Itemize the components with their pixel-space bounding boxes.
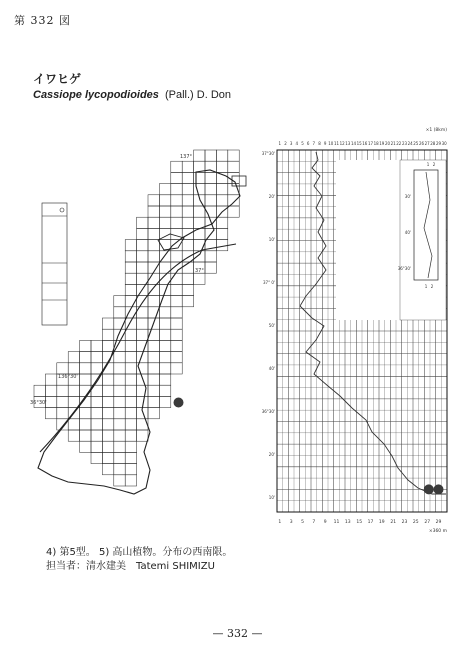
species-japanese-name: イワヒゲ [33, 72, 82, 86]
grid-top-number: 28 [430, 141, 436, 146]
grid-top-number: 7 [312, 141, 316, 146]
grid-top-number: 24 [407, 141, 413, 146]
grid-top-number: 9 [323, 141, 327, 146]
grid-bottom-number: 29 [435, 520, 442, 525]
grid-bottom-number: 21 [390, 520, 397, 525]
inset-label: 40' [404, 230, 411, 235]
inset-bottom-number: 1 [424, 284, 428, 289]
occurrence-dot [174, 398, 184, 408]
grid-bottom-number: 3 [289, 520, 293, 525]
grid-bottom-number: 13 [344, 520, 351, 525]
inset-bottom-number: 2 [430, 284, 434, 289]
grid-left-label: 40' [268, 366, 275, 371]
inset-map-left [42, 203, 67, 325]
grid-top-number: 8 [318, 141, 321, 146]
grid-left-label: 10' [268, 237, 275, 242]
grid-top-number: 16 [362, 141, 368, 146]
grid-top-number: 14 [350, 141, 357, 146]
scientific-binomial: Cassiope lycopodioides [33, 89, 159, 101]
figure-notes [46, 546, 232, 574]
grid-top-number: 26 [418, 141, 425, 146]
mesh-grid-map [262, 127, 448, 534]
grid-bottom-number: 5 [301, 520, 304, 525]
grid-top-number: 25 [413, 141, 419, 146]
grid-left-label: 37°30' [261, 151, 275, 156]
grid-left-label: 10' [268, 495, 275, 500]
grid-bottom-number: 7 [312, 520, 316, 525]
inset-map-right [414, 170, 438, 280]
grid-top-number: 22 [396, 141, 402, 146]
grid-top-number: 19 [379, 141, 385, 146]
grid-bottom-number: 15 [356, 520, 363, 525]
lat-36-30-label: 36°30' [30, 400, 47, 406]
lon-136-30-label: 136°30' [58, 374, 78, 380]
grid-top-number: 13 [345, 141, 351, 146]
grid-top-number: 3 [289, 141, 293, 146]
boundary-line [40, 244, 236, 452]
coastline [38, 170, 240, 494]
grid-bottom-number: 1 [278, 520, 282, 525]
grid-top-number: 4 [295, 141, 299, 146]
grid-top-number: 1 [278, 141, 282, 146]
notes-line-2: 担当者：清水建美 Tatemi SHIMIZU [46, 561, 215, 572]
grid-left-label: 50' [268, 323, 275, 328]
grid-top-number: 18 [373, 141, 379, 146]
grid-top-number: 11 [333, 141, 340, 146]
grid-top-number: 27 [424, 141, 430, 146]
lon-137-label: 137° [180, 154, 193, 160]
grid-top-number: 2 [284, 141, 287, 146]
grid-top-number: 17 [367, 141, 374, 146]
grid-top-number: 12 [339, 141, 345, 146]
figure-number: 第 332 図 [14, 14, 71, 27]
grid-top-number: 29 [435, 141, 442, 146]
grid-top-number: 10 [328, 141, 334, 146]
grid-left-label: 36°30' [261, 409, 275, 414]
occurrence-dot [424, 484, 434, 494]
inset-top-number: 1 [426, 162, 430, 167]
prefecture-outline-map [34, 150, 246, 494]
grid-top-number: 23 [401, 141, 408, 146]
grid-top-number: 21 [390, 141, 396, 146]
grid-top-number: 20 [384, 141, 391, 146]
grid-left-label: 37° 0' [262, 280, 275, 285]
grid-left-label: 20' [268, 452, 275, 457]
grid-bottom-scale: ×360 m [428, 529, 447, 534]
grid-bottom-number: 9 [323, 520, 327, 525]
grid-bottom-number: 27 [424, 520, 431, 525]
scientific-authority: (Pall.) D. Don [164, 89, 232, 101]
inset-label: 30' [404, 194, 411, 199]
grid-bottom-number: 11 [333, 520, 340, 525]
grid-top-number: 30 [441, 141, 447, 146]
grid-left-label: 20' [268, 194, 275, 199]
page-number: — 332 — [212, 627, 263, 640]
grid-top-number: 5 [301, 141, 304, 146]
inset-top-number: 2 [432, 162, 436, 167]
inset-label: 36°30' [397, 266, 411, 271]
grid-bottom-number: 17 [367, 520, 374, 525]
lat-37-label: 37° [195, 268, 204, 274]
grid-bottom-number: 23 [401, 520, 408, 525]
grid-top-number: 15 [356, 141, 362, 146]
occurrence-dot [434, 484, 444, 494]
notes-line-1: 4) 第5型。 5) 高山植物。分布の西南限。 [46, 547, 233, 558]
grid-top-scale: ×1 (8km) [425, 128, 447, 133]
grid-top-number: 6 [306, 141, 310, 146]
grid-bottom-number: 19 [378, 520, 385, 525]
grid-bottom-number: 25 [412, 520, 419, 525]
